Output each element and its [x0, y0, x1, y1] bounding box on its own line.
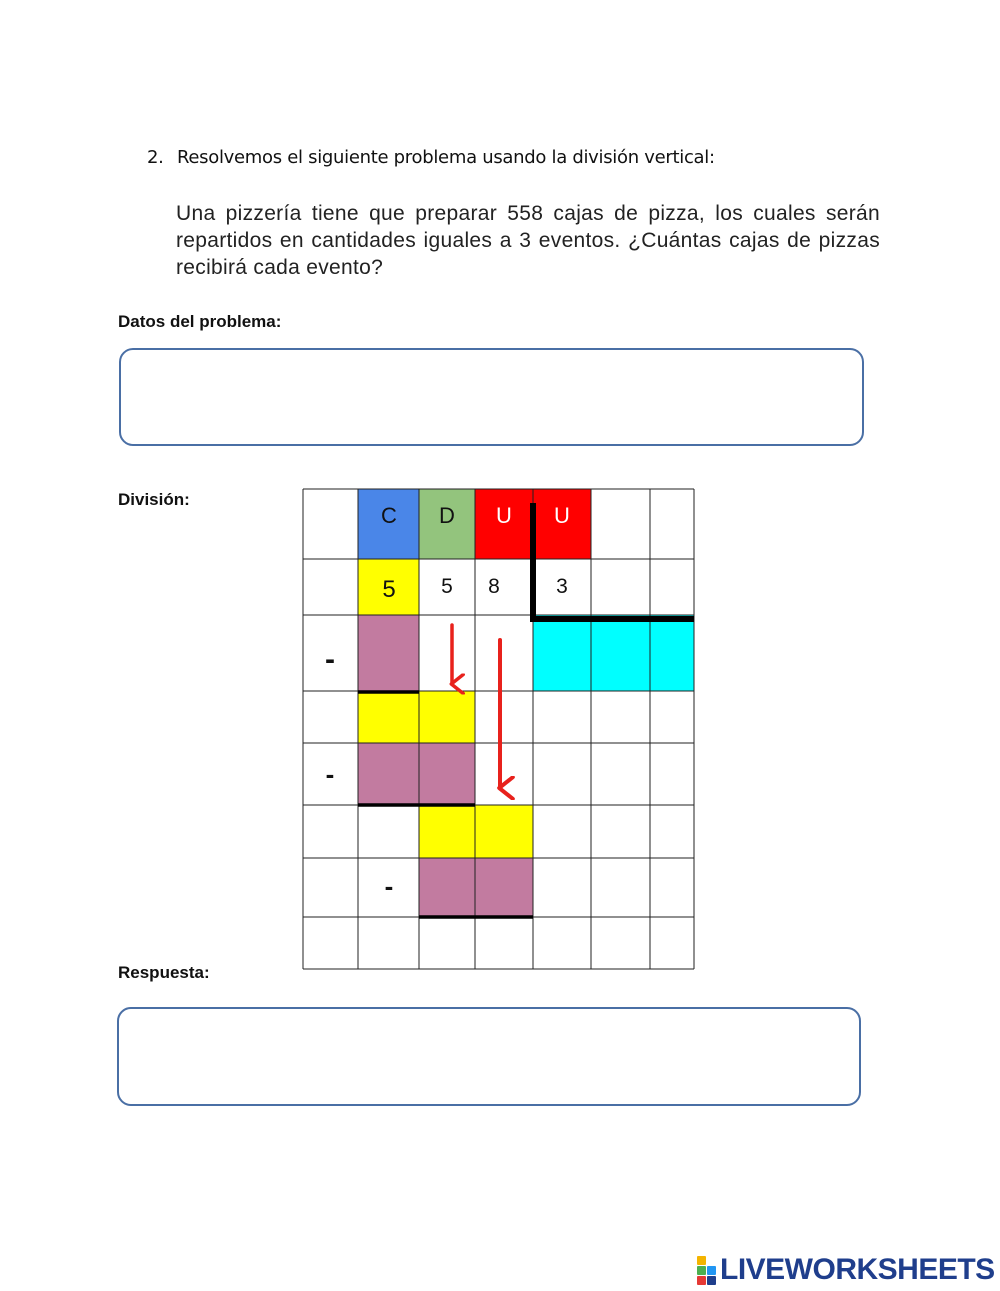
place-header-hundreds: C: [381, 503, 397, 528]
header-cell-quotient-units: [533, 489, 591, 559]
respuesta-label: Respuesta:: [118, 963, 210, 982]
problem-statement: Una pizzería tiene que preparar 558 cajas de pizza, los cuales serán repartidos en cantidades iguales a 3 eventos. ¿Cuántas cajas de pizzas recibirá cada evento?: [176, 202, 880, 279]
place-header-tens: D: [439, 503, 455, 528]
remainder-cell[interactable]: [358, 691, 419, 743]
remainder-cell[interactable]: [419, 805, 475, 858]
subtract-cell[interactable]: [419, 858, 475, 917]
minus-sign: -: [325, 643, 335, 676]
datos-answer-box[interactable]: [119, 348, 864, 446]
quotient-cell[interactable]: [591, 615, 650, 691]
subtract-cell[interactable]: [419, 743, 475, 805]
subtract-cell[interactable]: [358, 743, 419, 805]
instruction-number: 2.: [147, 147, 164, 168]
minus-sign: -: [384, 871, 394, 901]
place-header-units: U: [496, 503, 512, 528]
divisor: 3: [556, 575, 568, 598]
dividend-digit-hundreds: 5: [382, 576, 396, 603]
instruction: [147, 147, 715, 168]
first-digit-highlight-cell: [358, 559, 419, 615]
logo-blocks-icon: [697, 1256, 716, 1285]
remainder-cell[interactable]: [475, 805, 533, 858]
quotient-cell[interactable]: [650, 615, 694, 691]
respuesta-answer-box[interactable]: [117, 1007, 861, 1106]
logo-text: LIVEWORKSHEETS: [720, 1253, 995, 1286]
datos-label: Datos del problema:: [118, 312, 282, 331]
remainder-cell[interactable]: [419, 691, 475, 743]
quotient-cell[interactable]: [533, 615, 591, 691]
header-cell-hundreds: [358, 489, 419, 559]
minus-sign: -: [325, 759, 335, 789]
liveworksheets-logo: [697, 1253, 995, 1287]
place-header-quotient-units: U: [554, 503, 570, 528]
header-cell-tens: [419, 489, 475, 559]
subtract-cell[interactable]: [358, 615, 419, 691]
dividend-digit-units: 8: [488, 575, 500, 598]
header-cell-units: [475, 489, 533, 559]
subtract-cell[interactable]: [475, 858, 533, 917]
instruction-text: Resolvemos el siguiente problema usando la división vertical:: [177, 147, 715, 168]
division-label: División:: [118, 490, 190, 509]
dividend-digit-tens: 5: [441, 575, 453, 598]
